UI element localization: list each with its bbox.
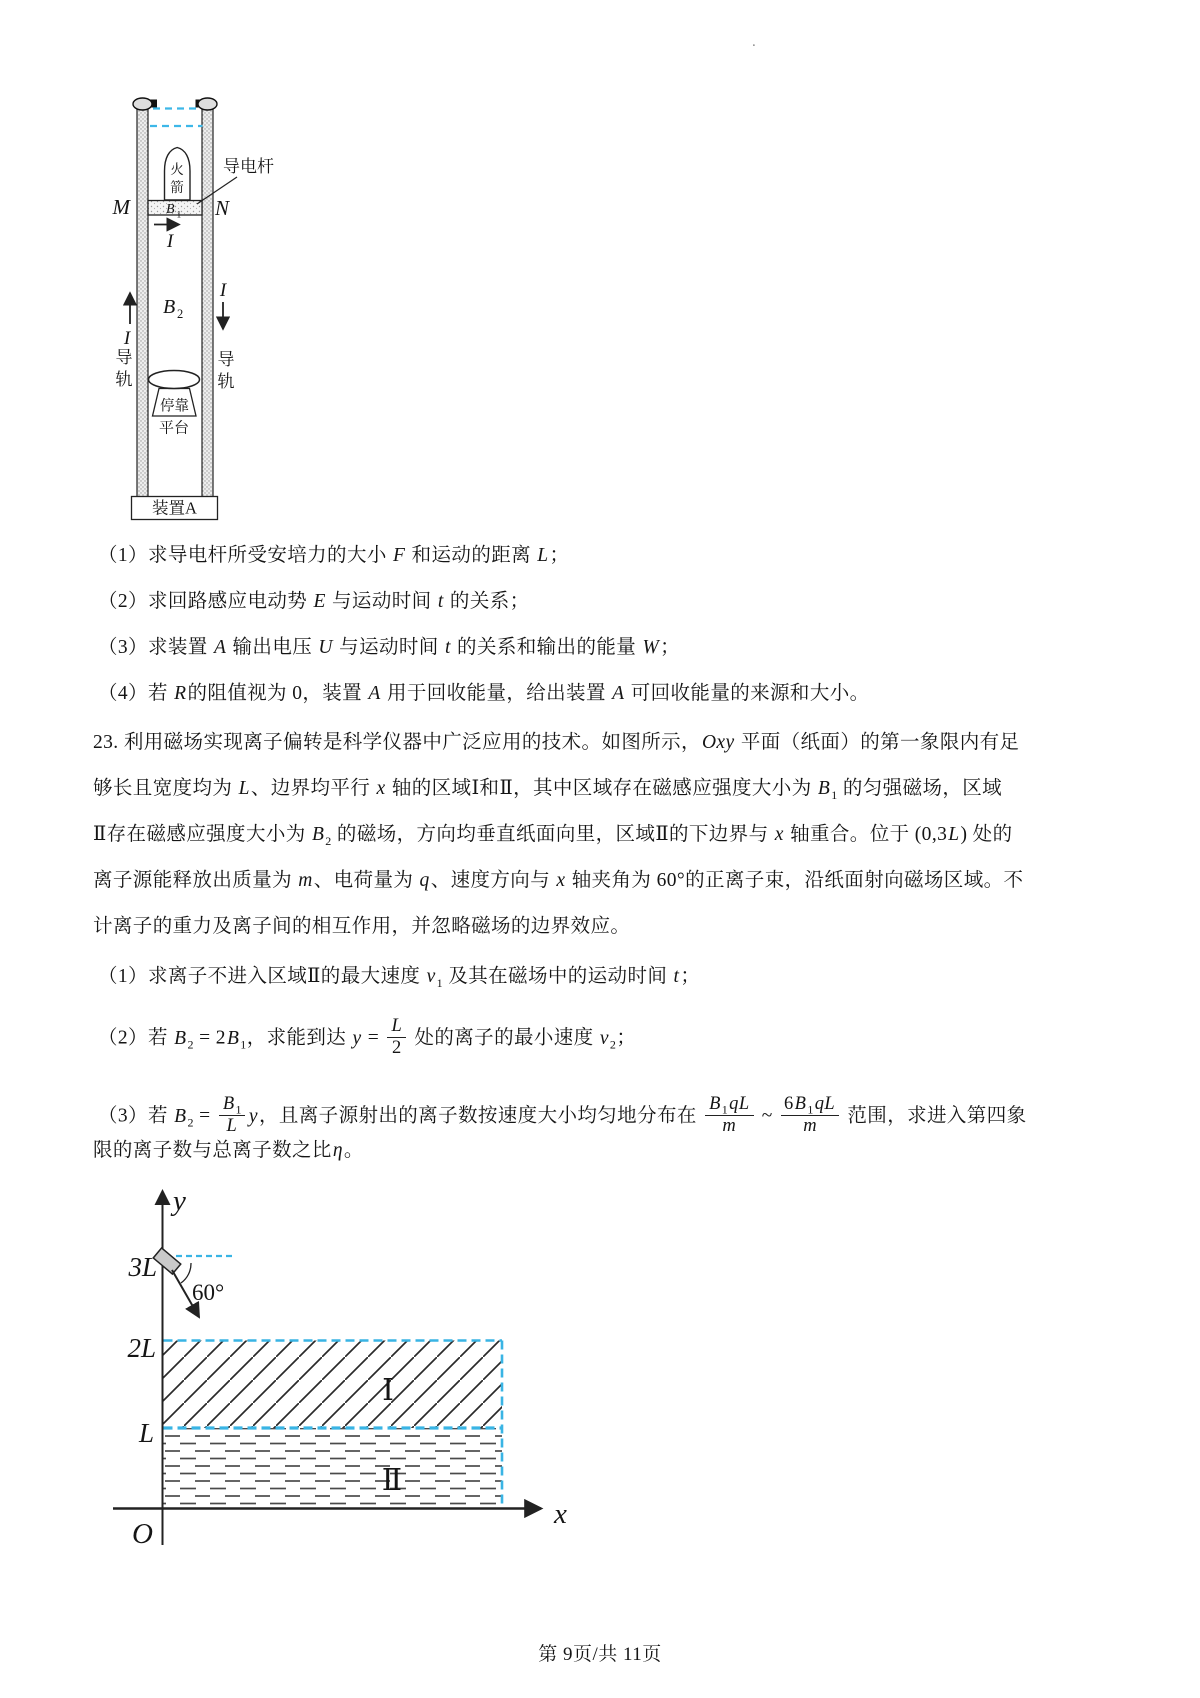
region-2-label: Ⅱ	[381, 1464, 403, 1497]
left-rail-cap	[133, 98, 152, 110]
b2-subscript: 2	[177, 307, 184, 321]
rocket-char-bottom: 箭	[170, 180, 184, 195]
b1-label: B	[166, 202, 175, 217]
device-a-label: 装置A	[152, 498, 197, 518]
q23-part-3-continued: 限的离子数与总离子数之比η。	[93, 1140, 364, 1161]
q22-item-1: （1）求导电杆所受安培力的大小 F 和运动的距离 L；	[98, 545, 570, 566]
conducting-rod	[148, 201, 202, 216]
tick-3l-label: 3L	[128, 1252, 157, 1282]
x-axis-label: x	[554, 1498, 567, 1530]
platform-label-1: 停靠	[160, 398, 189, 415]
stray-dot: .	[752, 34, 756, 50]
platform-label-2: 平台	[158, 420, 190, 437]
right-rail-caption-2: 轨	[217, 372, 235, 391]
q23-intro-line-2: 够长且宽度均为 L、边界均平行 x 轴的区域Ⅰ和Ⅱ，其中区域存在磁感应强度大小为 $B_1$ 的匀强磁场，区域	[93, 778, 1003, 802]
figure-field-regions	[88, 1175, 610, 1555]
rod-current-label: I	[166, 231, 174, 252]
q23-part-1: （1）求离子不进入区域Ⅱ的最大速度 $v_1$ 及其在磁场中的运动时间 t；	[98, 966, 701, 990]
ion-source	[153, 1248, 181, 1274]
left-rail-caption-1: 导	[115, 348, 133, 367]
q23-intro-line-1: 23. 利用磁场实现离子偏转是科学仪器中广泛应用的技术。如图所示，Oxy 平面（纸面）的第一象限内有足	[93, 732, 1020, 753]
angle-label: 60°	[192, 1280, 225, 1305]
y-axis-label: y	[173, 1185, 186, 1217]
point-m-label: M	[112, 195, 130, 219]
right-rail	[202, 103, 213, 497]
region-2-area	[164, 1428, 503, 1508]
left-current-label: I	[123, 328, 131, 349]
rocket-char-top: 火	[170, 162, 184, 177]
region-1-label: Ⅰ	[382, 1374, 394, 1407]
q22-item-3: （3）求装置 A 输出电压 U 与运动时间 t 的关系和输出的能量 W；	[98, 637, 680, 658]
right-rail-caption-1: 导	[217, 350, 235, 369]
point-n-label: N	[215, 196, 230, 220]
q22-item-2: （2）求回路感应电动势 E 与运动时间 t 的关系；	[98, 591, 530, 612]
right-current-label: I	[219, 280, 227, 301]
q23-part-2: （2）若 $B_2 = 2B_1$，求能到达 y = $\frac{L}{2}$ 处的离子的最小速度 $v_2$；	[98, 1016, 637, 1058]
right-rail-cap	[198, 98, 217, 110]
tick-2l-label: 2L	[127, 1333, 156, 1363]
page-footer: 第 9页/共 11页	[538, 1644, 662, 1665]
platform-disc	[149, 371, 200, 389]
q23-intro-line-4: 离子源能释放出质量为 m、电荷量为 q、速度方向与 x 轴夹角为 60°的正离子束，沿纸面射向磁场区域。不	[93, 870, 1024, 891]
q23-part-3: （3）若 $B_2$ = $\frac{B_1}{L}$ y，且离子源射出的离子数按速度大小均匀地分布在 $\frac{B_1qL}{m}$ ~ $\frac{6B_1qL}{m}$ 范围，求进入第四象	[98, 1094, 1027, 1136]
q22-item-4: （4）若 R的阻值视为 0，装置 A 用于回收能量，给出装置 A 可回收能量的来源和大小。	[98, 683, 870, 704]
angle-arc	[181, 1263, 191, 1283]
origin-label: O	[132, 1518, 153, 1550]
region-1-area	[164, 1341, 503, 1429]
tick-l-label: L	[138, 1418, 154, 1448]
left-rail-caption-2: 轨	[115, 370, 133, 389]
rod-pointer-label: 导电杆	[223, 157, 274, 176]
q23-intro-line-5: 计离子的重力及离子间的相互作用，并忽略磁场的边界效应。	[93, 916, 631, 937]
figure-rail-launcher	[90, 88, 340, 530]
b2-label: B	[163, 296, 176, 318]
q23-intro-line-3: Ⅱ存在磁感应强度大小为 $B_2$ 的磁场，方向均垂直纸面向里，区域Ⅱ的下边界与 x 轴重合。位于 (0,3L) 处的	[93, 824, 1013, 848]
left-rail	[137, 103, 148, 497]
b1-subscript: 1	[176, 210, 182, 221]
